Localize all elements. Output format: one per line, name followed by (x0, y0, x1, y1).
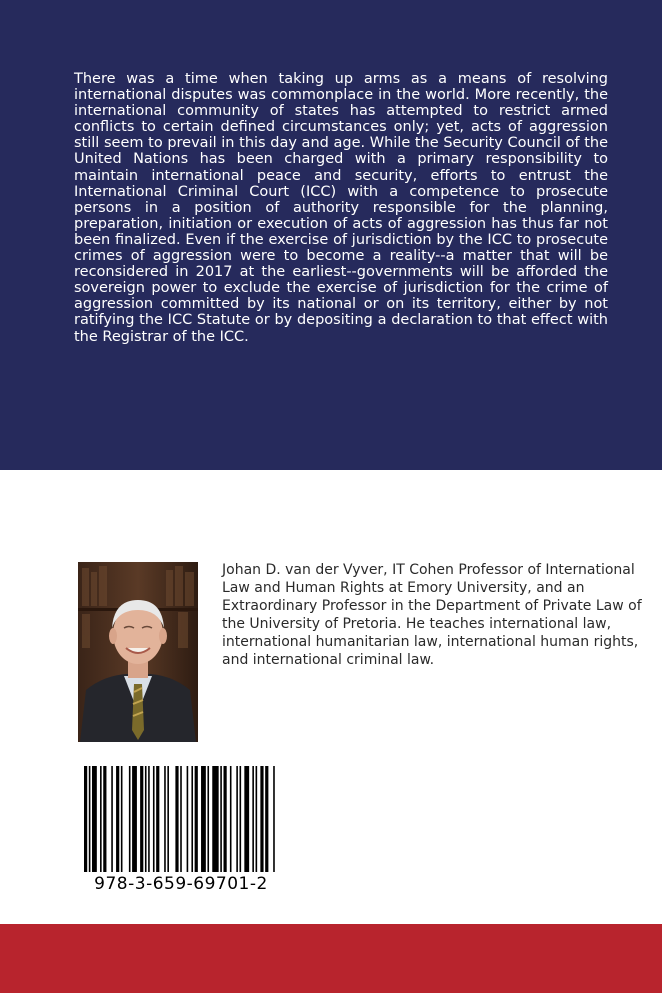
barcode-bar (103, 766, 106, 872)
barcode-bar (273, 766, 275, 872)
barcode-bar (256, 766, 258, 872)
barcode-bar (230, 766, 232, 872)
author-bio: Johan D. van der Vyver, IT Cohen Professor of International Law and Human Rights at Emory University, and an Extraordinary Professor in the Department of Private Law of the University of Pretoria. He teaches international law, international humanitarian law, international human rights, and international criminal law. (222, 562, 642, 668)
barcode-bar (187, 766, 189, 872)
barcode-bar (153, 766, 155, 872)
barcode-bar (111, 766, 113, 872)
barcode-bar (89, 766, 91, 872)
barcode-bar (140, 766, 143, 872)
barcode-bar (116, 766, 119, 872)
barcode-bar (167, 766, 169, 872)
bottom-color-band (0, 924, 662, 993)
barcode-bar (129, 766, 131, 872)
barcode-bar (164, 766, 166, 872)
barcode-bar (92, 766, 97, 872)
barcode-bar (220, 766, 222, 872)
barcode-bar (84, 766, 87, 872)
barcode-bar (145, 766, 147, 872)
barcode-bar (207, 766, 209, 872)
barcode-bar (223, 766, 226, 872)
isbn-number: 978-3-659-69701-2 (94, 874, 268, 894)
barcode-bar (180, 766, 182, 872)
barcode-bar (252, 766, 254, 872)
barcode-bar (148, 766, 150, 872)
book-blurb: There was a time when taking up arms as a means of resolving international disputes was commonplace in the world. More recently, the international community of states has attempted to restrict armed conflicts to certain defined circumstances only; yet, acts of aggression still seem to prevail in this day and age. While the Security Council of the United Nations has been charged with a primary responsibility to maintain international peace and security, efforts to entrust the International Criminal Court (ICC) with a competence to prosecute persons in a position of authority responsible for the planning, preparation, initiation or execution of acts of aggression has thus far not been finalized. Even if the exercise of jurisdiction by the ICC to prosecute crimes of aggression were to become a reality--a matter that will be reconsidered in 2017 at the earliest--governments will be afforded the sovereign power to exclude the exercise of jurisdiction for the crime of aggression committed by its national or on its territory, either by not ratifying the ICC Statute or by depositing a declaration to that effect with the Registrar of the ICC. (74, 71, 608, 345)
barcode-bar (240, 766, 242, 872)
author-photo (78, 562, 198, 742)
barcode-bar (175, 766, 178, 872)
barcode-bar (191, 766, 193, 872)
barcode-bar (265, 766, 268, 872)
barcode-bar (236, 766, 238, 872)
barcode-bars (84, 766, 278, 872)
barcode-bar (121, 766, 123, 872)
barcode-bar (201, 766, 206, 872)
isbn-barcode (84, 766, 278, 896)
barcode-bar (244, 766, 249, 872)
barcode-bar (132, 766, 137, 872)
barcode-bar (260, 766, 263, 872)
barcode-bar (156, 766, 159, 872)
barcode-bar (100, 766, 102, 872)
blurb-panel (0, 0, 662, 470)
barcode-bar (195, 766, 198, 872)
barcode-bar (212, 766, 218, 872)
